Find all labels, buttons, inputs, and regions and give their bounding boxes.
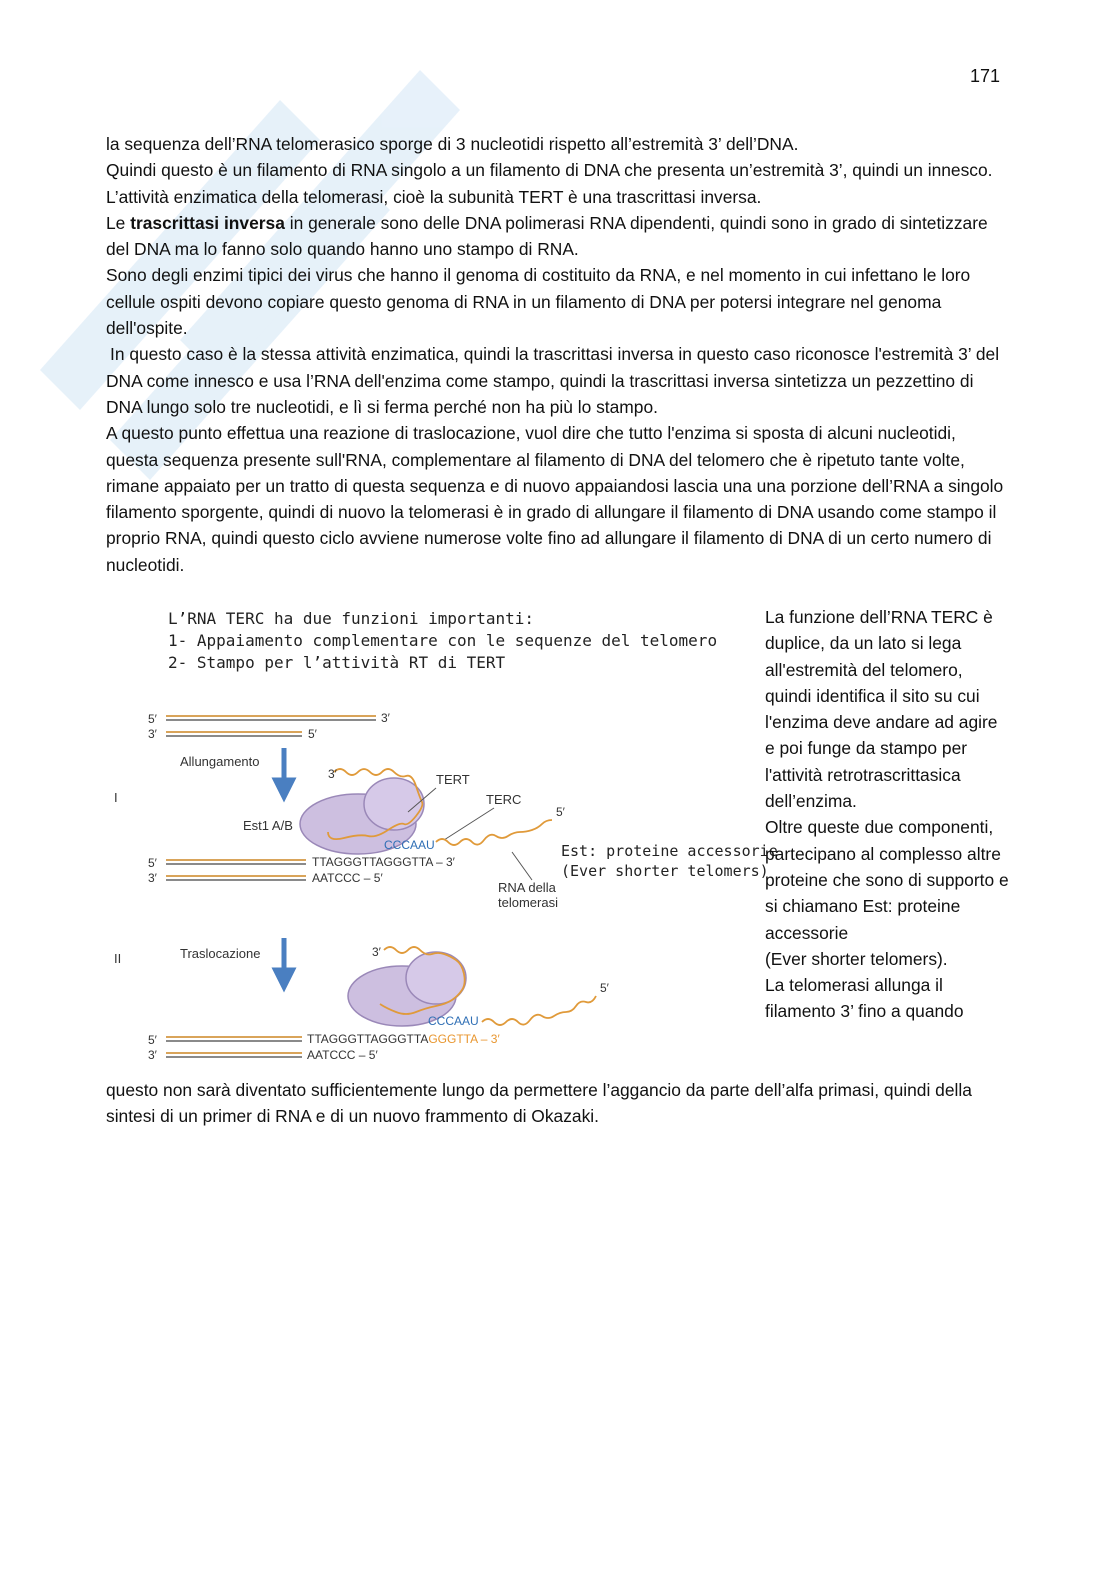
- dna-duplex-step-2: [166, 1037, 302, 1057]
- template-sequence-cccaau: CCCAAU: [428, 1014, 479, 1028]
- paragraph: la sequenza dell’RNA telomerasico sporge di 3 nucleotidi rispetto all’estremità 3’ dell’DNA.: [106, 134, 799, 154]
- side-paragraph: (Ever shorter telomers).: [765, 948, 948, 969]
- paragraph: A questo punto effettua una reazione di traslocazione, vuol dire che tutto l'enzima si sposta di alcuni nucleotidi, questa sequenza presente sull'RNA, complementare al filamento di DNA del telomero che è ripetuto tante volte, rimane appaiato per un tratto di questa sequenza e di nuovo appaiandosi lascia una una porzione dell’RNA a singolo filamento sporgente, quindi di nuovo la telomerasi è in grado di allungare il filamento di DNA usando come stampo il proprio RNA, quindi questo ciclo avviene numerose volte fino ad allungare il filamento di DNA di un certo numero di nucleotidi.: [106, 423, 1004, 575]
- label-5prime: 5′: [148, 1033, 157, 1047]
- step-roman-1: I: [114, 790, 118, 805]
- side-text: [765, 604, 1010, 1025]
- figure-note-2: 2- Stampo per l’attività RT di TERT: [168, 653, 506, 672]
- label-5prime: 5′: [148, 856, 157, 870]
- step-label-traslocazione: Traslocazione: [180, 946, 261, 961]
- paragraph: Quindi questo è un filamento di RNA singolo a un filamento di DNA che presenta un’estremità 3’, quindi un innesco.: [106, 160, 993, 181]
- terc-pointer: [444, 808, 494, 840]
- est-note-1: Est: proteine accessorie: [561, 842, 778, 860]
- figure-note-title: L’RNA TERC ha due funzioni importanti:: [168, 609, 535, 628]
- paragraph: questo non sarà diventato sufficientemente lungo da permettere l’aggancio da parte dell’alfa primasi, quindi della sintesi di un primer di RNA e di un nuovo frammento di Okazaki.: [106, 1080, 972, 1127]
- step-roman-2: II: [114, 951, 122, 966]
- label-5prime: 5′: [600, 981, 609, 995]
- sequence-bottom-1: AATCCC – 5′: [312, 871, 383, 885]
- est-note-2: (Ever shorter telomers): [561, 862, 769, 880]
- telomerase-figure: [106, 606, 778, 1076]
- label-3prime: 3′: [148, 871, 157, 885]
- label-tert: TERT: [436, 772, 470, 787]
- label-3prime: 3′: [328, 767, 337, 781]
- side-paragraph: Oltre queste due componenti, partecipano al complesso altre proteine che sono di supporto e si chiamano Est: proteine accessorie: [765, 817, 1009, 943]
- label-5prime: 5′: [556, 805, 565, 819]
- template-sequence-cccaau: CCCAAU: [384, 838, 435, 852]
- label-3prime: 3′: [148, 727, 157, 741]
- dna-duplex-initial: [166, 716, 376, 736]
- sequence-top-2: [307, 1032, 500, 1046]
- label-est1ab: Est1 A/B: [243, 818, 293, 833]
- rt-rest: in generale sono delle DNA polimerasi RNA dipendenti, quindi sono in grado di sintetizzare del DNA ma lo fanno solo quando hanno uno stampo di RNA.: [106, 212, 988, 260]
- rt-bold-term: trascrittasi inversa: [130, 212, 285, 233]
- label-5prime: 5′: [148, 712, 157, 726]
- side-paragraph: La funzione dell’RNA TERC è duplice, da un lato si lega all'estremità del telomero, quindi identifica il sito su cui l'enzima deve andare ad agire e poi funge da stampo per l'attività retrotrascrittasica dell’enzima.: [765, 607, 998, 812]
- paragraph: Sono degli enzimi tipici dei virus che hanno il genoma di costituito da RNA, e nel momento in cui infettano le loro cellule ospiti devono copiare questo genoma di RNA in un filamento di DNA per potersi integrare nel genoma dell'ospite.: [106, 265, 971, 339]
- page-number: 171: [970, 66, 1001, 86]
- rna-telomerase-strand: [482, 996, 596, 1025]
- rna-pointer: [512, 852, 532, 880]
- label-3prime: 3′: [372, 945, 381, 959]
- label-terc: TERC: [486, 792, 522, 807]
- side-paragraph: La telomerasi allunga il filamento 3’ fino a quando: [765, 975, 964, 1022]
- figure-note-1: 1- Appaiamento complementare con le sequenze del telomero: [168, 631, 718, 650]
- label-rna-della: RNA della: [498, 880, 556, 895]
- dna-duplex-step-1: [166, 860, 306, 880]
- label-3prime: 3′: [148, 1048, 157, 1062]
- sequence-top-1: TTAGGGTTAGGGTTA – 3′: [312, 855, 455, 869]
- step-label-allungamento: Allungamento: [180, 754, 260, 769]
- sequence-top-2-new: GGGTTA – 3′: [428, 1032, 500, 1046]
- label-3prime: 3′: [381, 711, 390, 725]
- paragraph: In questo caso è la stessa attività enzimatica, quindi la trascrittasi inversa in questo caso riconosce l'estremità 3’ del DNA come innesco e usa l’RNA dell'enzima come stampo, quindi la trascrittasi inversa sintetizza un pezzettino di DNA lungo solo tre nucleotidi, e lì si ferma perché non ha più lo stampo.: [106, 344, 1000, 417]
- sequence-top-2-old: TTAGGGTTAGGGTTA: [307, 1032, 429, 1046]
- rt-lead: Le: [106, 212, 131, 233]
- rna-telomerase-strand: [436, 820, 552, 845]
- label-5prime: 5′: [308, 727, 317, 741]
- paragraph-reverse-transcriptase: [106, 210, 1011, 263]
- sequence-bottom-2: AATCCC – 5′: [307, 1048, 378, 1062]
- paragraph: L’attività enzimatica della telomerasi, cioè la subunità TERT è una trascrittasi inversa.: [106, 186, 762, 207]
- body-text: [106, 131, 1011, 578]
- label-telomerasi: telomerasi: [498, 895, 558, 910]
- tail-text: [106, 1077, 1011, 1130]
